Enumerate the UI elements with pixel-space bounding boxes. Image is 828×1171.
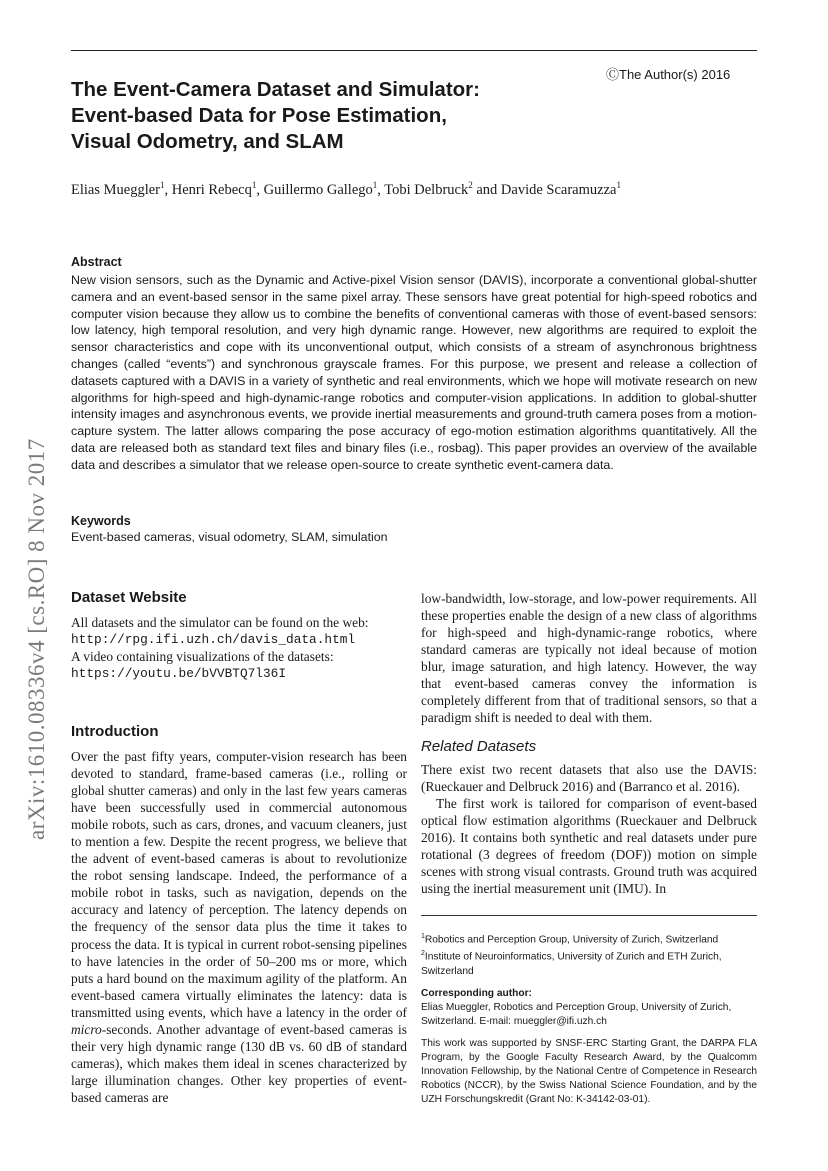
related-paragraph: The first work is tailored for comparison of event-based optical flow estimation algorithms (Rueckauer and Delbruck 2016). It contains both synthetic and real datasets under pure rotational (3 degrees of freedom (DOF)) motion on simple scenes with strong visual contrasts. Ground truth was acquired using the inertial measurement unit (IMU). In [421,796,757,897]
footnote-mark: 2 [421,950,425,958]
title-line: Event-based Data for Pose Estimation, [71,104,447,127]
affiliation-mark: 1 [616,180,621,190]
affiliation-footnote [421,947,757,978]
copyright-notice: ⒸThe Author(s) 2016 [606,67,731,82]
paper-title [71,77,591,155]
related-datasets-text [421,761,757,897]
footnote-rule [421,915,757,916]
corresponding-author-heading: Corresponding author: [421,987,532,999]
author-name: Tobi Delbruck [384,181,469,198]
introduction-continuation: low-bandwidth, low-storage, and low-power requirements. All these properties enable the design of a new class of algorithms for high-speed and high-dynamic-range robotics, where standard cameras are typically not ideal because of motion blur, image saturation, and high latency. However, the way that event-based cameras convey the information is completely different from that of traditional sensors, so that a paradigm shift is needed to deal with them. [421,591,757,726]
dataset-website-text [71,614,407,682]
dataset-url-link[interactable]: http://rpg.ifi.uzh.ch/davis_data.html [71,632,356,647]
footnote-mark: 1 [421,933,425,940]
keywords-heading: Keywords [71,514,131,528]
abstract-heading: Abstract [71,255,122,269]
author-conjunction: and [476,181,498,198]
video-url-link[interactable]: https://youtu.be/bVVBTQ7l36I [71,666,287,681]
affiliation-text: Robotics and Perception Group, University of Zurich, Switzerland [424,934,719,946]
section-heading-dataset-website: Dataset Website [71,589,187,606]
author-name: Davide Scaramuzza [500,181,617,198]
affiliation-footnote [421,930,757,947]
corresponding-author-text: Elias Mueggler, Robotics and Perception Group, University of Zurich, Switzerland. E-mail: mueggler@ifi.uzh.ch [421,1001,732,1027]
author-name: Guillermo Gallego [263,181,373,198]
affiliation-mark: 1 [372,180,378,190]
dataset-line: All datasets and the simulator can be found on the web: [71,615,369,630]
title-line: The Event-Camera Dataset and Simulator: [71,78,480,101]
top-rule [71,50,757,51]
intro-paragraph-part: -seconds. Another advantage of event-based cameras is their very high dynamic range (130 dB vs. 60 dB of standard cameras), which makes them ideal in scenes characterized by large illumination changes. Other key properties of event-based cameras are [71,1021,407,1105]
keywords-text: Event-based cameras, visual odometry, SLAM, simulation [71,530,388,544]
title-line: Visual Odometry, and SLAM [71,130,344,153]
video-line: A video containing visualizations of the datasets: [71,649,334,664]
introduction-text [71,748,407,1106]
affiliation-mark: 1 [160,180,165,190]
author-list: Elias Mueggler$^1$, Henri Rebecq$^1$, Guillermo Gallego$^1$, Tobi Delbruck$^2$ and Davide Scaramuzza$^1$ [71,180,621,198]
intro-emphasis: micro [71,1021,102,1037]
affiliation-mark: 1 [251,180,257,190]
intro-paragraph-part: Over the past fifty years, computer-vision research has been devoted to standard, frame-based cameras (i.e., rolling or global shutter cameras) and only in the last few years cameras have been successfully used in commercial autonomous mobile robots, such as cars, drones, and vacuum cleaners, just to mention a few. Despite the recent progress, we believe that the advent of event-based cameras is about to revolutionize the robot sensing landscape. Indeed, the performance of a mobile robot in tasks, such as navigation, depends on the accuracy and latency of perception. The latency depends on the frequency of the sensor data plus the time it takes to process the data. It is typical in current robot-sensing pipelines to have latencies in the order of 50–200 ms or more, which puts a hard bound on the maximum agility of the platform. An event-based camera virtually eliminates the latency: data is transmitted using events, which have a latency in the order of [71,749,407,1020]
author-name: Elias Mueggler [71,181,160,198]
footnotes [421,930,757,1107]
related-paragraph: There exist two recent datasets that also use the DAVIS: (Rueckauer and Delbruck 2016) and (Barranco et al. 2016). [421,762,757,795]
arxiv-identifier: arXiv:1610.08336v4 [cs.RO] 8 Nov 2017 [24,438,49,840]
affiliation-mark: 2 [468,180,473,190]
section-heading-introduction: Introduction [71,723,159,740]
subsection-heading-related-datasets: Related Datasets [421,738,537,755]
author-name: Henri Rebecq [171,181,252,198]
abstract-text: New vision sensors, such as the Dynamic and Active-pixel Vision sensor (DAVIS), incorporate a conventional global-shutter camera and an event-based sensor in the same pixel array. These sensors have great potential for high-speed robotics and computer vision because they allow us to combine the benefits of conventional cameras with those of event-based sensors: low latency, high temporal resolution, and very high dynamic range. However, new algorithms are required to exploit the sensor characteristics and cope with its unconventional output, which consists of a stream of asynchronous brightness changes (called “events”) and synchronous grayscale frames. For this purpose, we present and release a collection of datasets captured with a DAVIS in a variety of synthetic and real environments, which we hope will motivate research on new algorithms for high-speed and high-dynamic-range robotics and computer-vision applications. In addition to global-shutter intensity images and asynchronous events, we provide inertial measurements and ground-truth camera poses from a motion-capture system. The latter allows comparing the pose accuracy of ego-motion estimation algorithms quantitatively. All the data are released both as standard text files and binary files (i.e., rosbag). This paper provides an overview of the available data and describes a simulator that we release open-source to create synthetic event-camera data. [71,273,757,472]
affiliation-text: Institute of Neuroinformatics, University of Zurich and ETH Zurich, Switzerland [421,951,722,977]
funding-note: This work was supported by SNSF-ERC Starting Grant, the DARPA FLA Program, by the Google Faculty Research Award, by the Qualcomm Innovation Fellowship, by the National Centre of Competence in Research Robotics (NCCR), by the Swiss National Science Foundation, and by the UZH Forschungskredit (Grant No: K-34142-03-01). [421,1037,757,1105]
